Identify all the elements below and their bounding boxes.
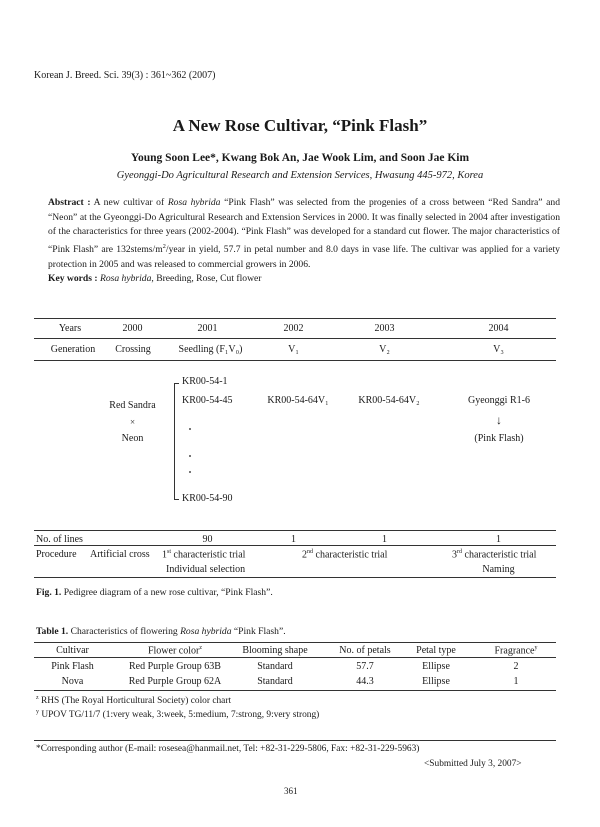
corresponding-author: *Corresponding author (E-mail: rosesea@hanmail.net, Tel: +82-31-229-5806, Fax: +82-31-229-5963): [36, 744, 420, 754]
procedure-first-trial: 1st characteristic trial: [162, 549, 246, 561]
generation-crossing: Crossing: [115, 344, 151, 355]
lines-count-2001: 90: [202, 534, 213, 545]
procedure-label: Procedure: [36, 549, 77, 560]
year-2002: 2002: [283, 323, 304, 334]
keywords-rest: , Breeding, Rose, Cut flower: [151, 273, 262, 284]
pedigree-top-rule: [34, 318, 556, 319]
figure-caption-label: Fig. 1.: [36, 587, 62, 598]
keywords-species: Rosa hybrida: [99, 273, 152, 284]
final-cultivar-alias: (Pink Flash): [474, 433, 524, 444]
cross-symbol: ×: [129, 417, 136, 427]
procedure-individual-selection: Individual selection: [166, 564, 246, 575]
table-caption-label: Table 1.: [36, 626, 69, 637]
line-kr00-54-45: KR00-54-45: [182, 395, 233, 406]
procedure-artificial-cross: Artificial cross: [90, 549, 150, 560]
header-blooming-shape: Blooming shape: [242, 645, 308, 656]
pedigree-bottom-rule: [34, 577, 556, 578]
table-header-rule: [34, 657, 556, 658]
seedling-bracket-bottom: [174, 499, 179, 500]
paper-title: A New Rose Cultivar, “Pink Flash”: [172, 116, 428, 135]
line-v1: KR00-54-64V₁: [267, 395, 329, 406]
header-petal-type: Petal type: [416, 645, 456, 656]
keywords: [48, 273, 261, 284]
header-cultivar: Cultivar: [56, 645, 89, 656]
figure-caption-text: Pedigree diagram of a new rose cultivar, “Pink Flash”.: [61, 587, 273, 598]
submission-date: <Submitted July 3, 2007>: [424, 759, 522, 769]
cell-flower-color: Red Purple Group 62A: [128, 676, 222, 687]
lines-label: No. of lines: [36, 534, 83, 545]
pedigree-body-rule: [34, 530, 556, 531]
cell-petal-type: Ellipse: [422, 661, 450, 672]
generation-v3: V₃: [493, 344, 504, 355]
author-list: Young Soon Lee*, Kwang Bok An, Jae Wook Lim, and Soon Jae Kim: [130, 152, 470, 164]
cell-no-of-petals: 57.7: [356, 661, 374, 672]
generation-v1: V₁: [288, 344, 299, 355]
parent-red-sandra: Red Sandra: [109, 400, 156, 411]
footnote-y: $^y$ UPOV TG/11/7 (1:very weak, 3:week, 5:medium, 7:strong, 9:very strong): [36, 709, 320, 721]
abstract-sup: 2: [162, 242, 166, 250]
down-arrow-icon: ↓: [496, 413, 502, 427]
cell-fragrance: 2: [513, 661, 519, 672]
abstract: [48, 196, 560, 272]
header-flower-color: Flower color$^z$: [147, 645, 203, 657]
years-label: Years: [58, 323, 82, 334]
cell-blooming-shape: Standard: [257, 661, 293, 672]
header-fragrance: Fragrance$^y$: [494, 645, 538, 657]
table-caption-text-1: Characteristics of flowering: [68, 626, 181, 637]
line-kr00-54-1: KR00-54-1: [182, 376, 228, 387]
seedling-bracket-vertical: [174, 383, 175, 499]
year-2004: 2004: [488, 323, 509, 334]
pedigree-header-rule: [34, 338, 556, 339]
ellipsis-dot: [189, 428, 191, 430]
cell-blooming-shape: Standard: [257, 676, 293, 687]
line-kr00-54-90: KR00-54-90: [182, 493, 233, 504]
cell-cultivar: Pink Flash: [51, 661, 94, 672]
table-bottom-rule: [34, 690, 556, 691]
cell-no-of-petals: 44.3: [356, 676, 374, 687]
seedling-bracket-top: [174, 383, 179, 384]
line-v2: KR00-54-64V₂: [358, 395, 420, 406]
journal-citation: Korean J. Breed. Sci. 39(3) : 361~362 (2007): [34, 70, 216, 81]
abstract-label: Abstract :: [48, 197, 91, 208]
cell-cultivar: Nova: [61, 676, 84, 687]
affiliation: Gyeonggi-Do Agricultural Research and Extension Services, Hwasung 445-972, Korea: [116, 170, 484, 181]
cell-petal-type: Ellipse: [422, 676, 450, 687]
pedigree-generation-rule: [34, 360, 556, 361]
year-2003: 2003: [374, 323, 395, 334]
abstract-species: Rosa hybrida: [167, 197, 221, 208]
footnote-separator: [34, 740, 556, 741]
lines-count-2004: 1: [496, 534, 501, 545]
procedure-naming: Naming: [482, 564, 515, 575]
table-caption: [36, 626, 286, 637]
ellipsis-dot: [189, 455, 191, 457]
procedure-second-trial: 2nd characteristic trial: [302, 549, 388, 561]
parent-neon: Neon: [121, 433, 144, 444]
cell-fragrance: 1: [513, 676, 519, 687]
generation-v2: V₂: [379, 344, 390, 355]
table-caption-text-2: “Pink Flash”.: [231, 626, 286, 637]
abstract-text-3: /year in yield, 57.7 in petal number and 8.0 days in vase life. The cultivar was applied for a variety protection in 2005 and was released to commercial growers in 2006.: [48, 243, 560, 270]
lines-count-2002: 1: [291, 534, 296, 545]
generation-seedling: Seedling (F₁V₀): [178, 344, 243, 355]
abstract-text-2: “Pink Flash” was selected from the progenies of a cross between “Red Sandra” and “Neon” at the Gyeonggi-Do Agricultural Research and Extension Services in 2000. It was finally selected in 2004 after investigation of the characteristics for three years (2002-2004). “Pink Flash” was developed for a standard cut flower. The major characteristics of “Pink Flash” are 132stems/m: [48, 197, 561, 255]
ellipsis-dot: [189, 471, 191, 473]
header-no-of-petals: No. of petals: [339, 645, 391, 656]
pedigree-lines-rule: [34, 545, 556, 546]
cell-flower-color: Red Purple Group 63B: [129, 661, 221, 672]
table-caption-species: Rosa hybrida: [180, 626, 232, 637]
final-cultivar-name: Gyeonggi R1-6: [468, 395, 530, 406]
year-2000: 2000: [122, 323, 143, 334]
generation-label: Generation: [50, 344, 96, 355]
lines-count-2003: 1: [382, 534, 387, 545]
abstract-text-1: A new cultivar of: [90, 197, 168, 208]
keywords-label: Key words :: [48, 273, 98, 284]
year-2001: 2001: [197, 323, 218, 334]
footnote-z: $^z$ RHS (The Royal Horticultural Society) color chart: [36, 695, 232, 707]
figure-caption: [36, 587, 273, 598]
table-top-rule: [34, 642, 556, 643]
page-number: 361: [284, 786, 298, 796]
procedure-third-trial: 3rd characteristic trial: [452, 549, 537, 561]
